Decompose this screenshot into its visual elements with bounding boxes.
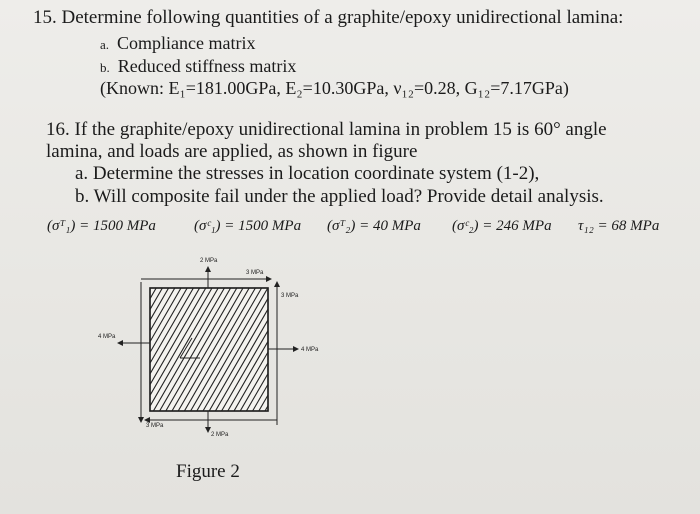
figure-caption: Figure 2	[176, 461, 240, 482]
q15-title: 15. Determine following quantities of a graphite/epoxy unidirectional lamina:	[33, 7, 624, 28]
strength-shear-tau12: τ₁₂ = 68 MPa	[578, 218, 660, 234]
strength-sigma1-compression: (σᶜ₁) = 1500 MPa	[194, 218, 302, 234]
label-right-shear: 3 MPa	[281, 293, 299, 299]
label-left-normal: 4 MPa	[98, 334, 116, 340]
label-right-normal: 4 MPa	[301, 347, 319, 353]
q15-known-values: (Known: E₁=181.00GPa, E₂=10.30GPa, ν₁₂=0.28, G₁₂=7.17GPa)	[100, 78, 569, 98]
strength-sigma2-compression: (σᶜ₂) = 246 MPa	[452, 218, 552, 234]
strength-sigma2-tension: (σᵀ₂) = 40 MPa	[327, 218, 421, 234]
fiber-line	[85, 288, 156, 411]
q15-item-a-letter: a.	[100, 37, 110, 52]
q16-title-line1: 16. If the graphite/epoxy unidirectional lamina in problem 15 is 60° angle	[46, 119, 607, 140]
fiber-line	[79, 288, 150, 411]
q16-title-line2: lamina, and loads are applied, as shown in figure	[46, 141, 418, 162]
q15-item-b-letter: b.	[100, 60, 110, 75]
q16-item-a: a. Determine the stresses in location coordinate system (1-2),	[75, 163, 540, 184]
q15-item-a-text: Compliance matrix	[117, 33, 256, 53]
q16-item-b: b. Will composite fail under the applied load? Provide detail analysis.	[75, 186, 604, 207]
label-top-normal: 2 MPa	[200, 258, 218, 264]
label-top-shear: 3 MPa	[246, 270, 264, 276]
strength-sigma1-tension: (σᵀ₁) = 1500 MPa	[47, 218, 156, 234]
label-bottom-normal: 2 MPa	[211, 432, 229, 438]
q15-item-b-text: Reduced stiffness matrix	[117, 56, 297, 76]
label-bottom-shear: 3 MPa	[146, 423, 164, 429]
